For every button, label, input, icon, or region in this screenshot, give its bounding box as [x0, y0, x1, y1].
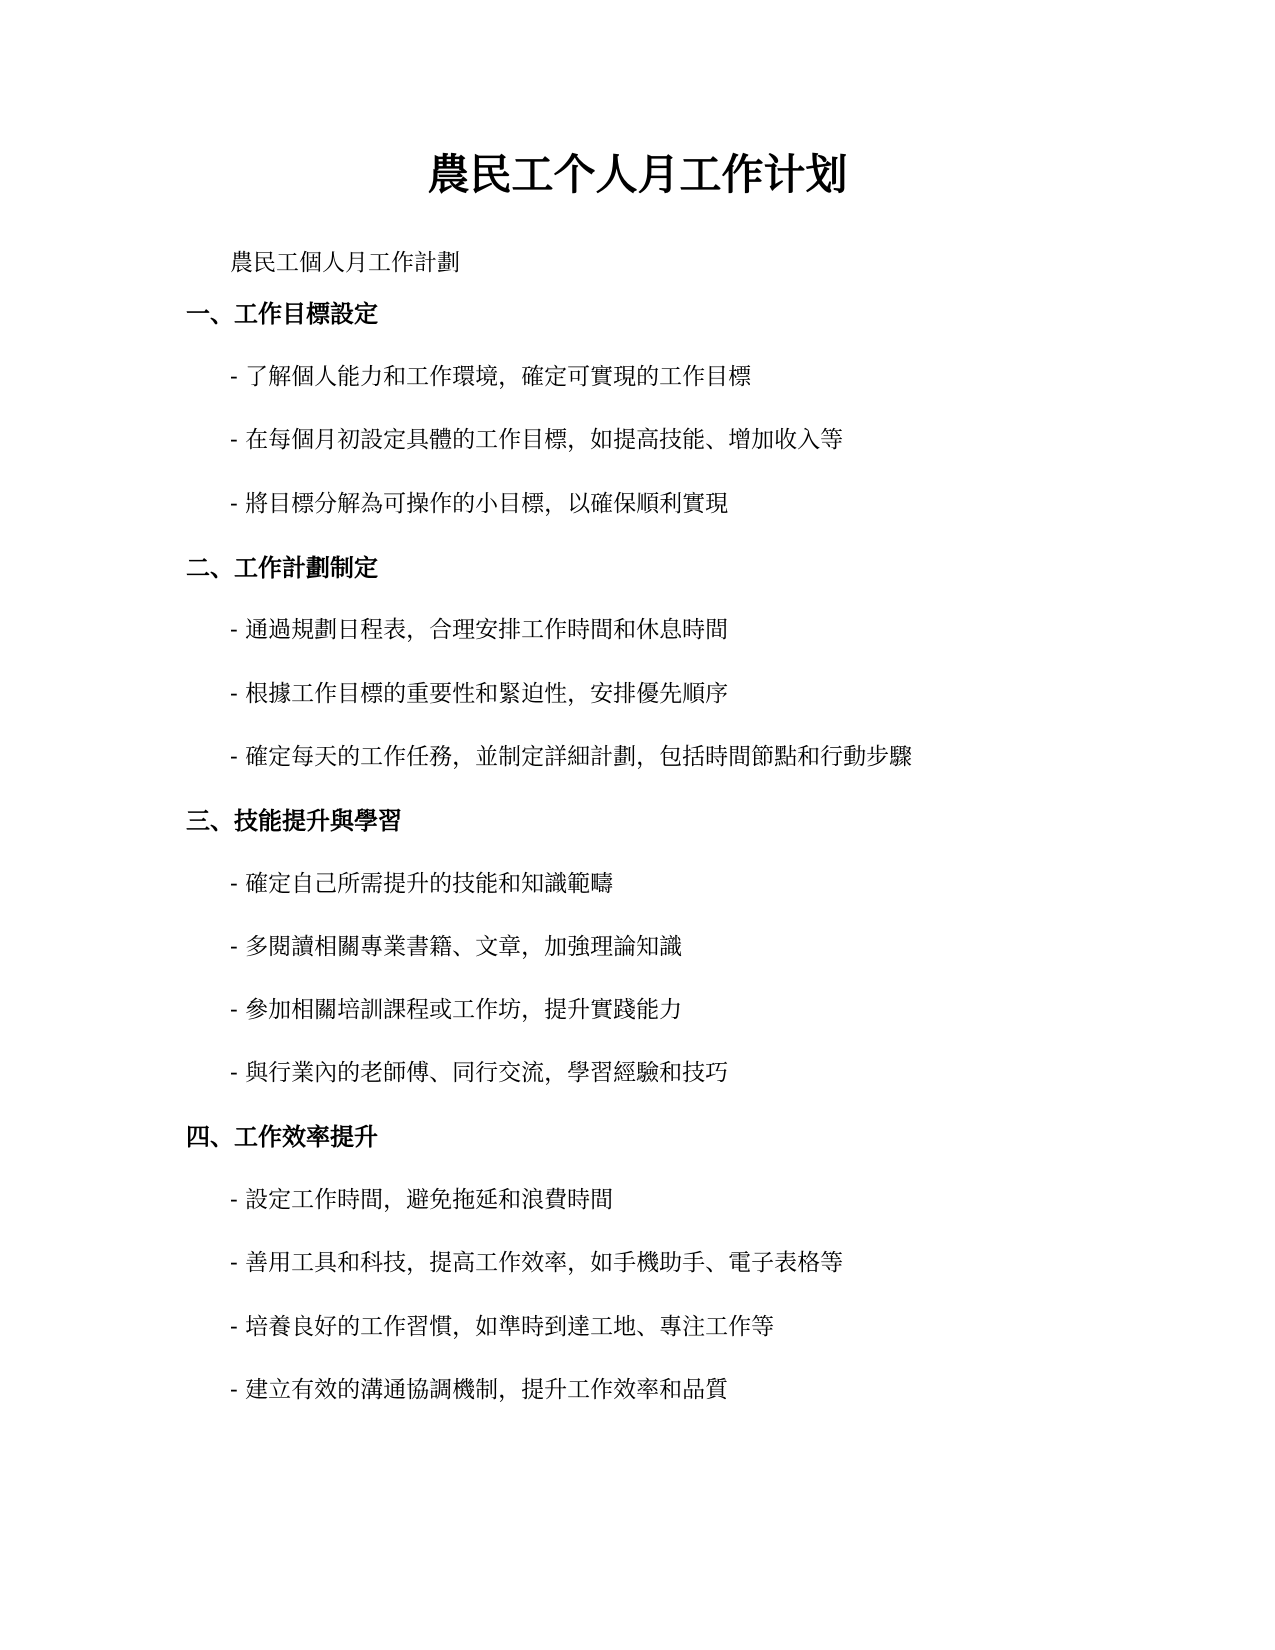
list-item: - 確定自己所需提升的技能和知識範疇 — [230, 871, 614, 897]
list-item: - 參加相關培訓課程或工作坊，提升實踐能力 — [230, 997, 683, 1023]
section-heading-planning: 二、工作計劃制定 — [186, 554, 378, 582]
list-item: - 與行業內的老師傅、同行交流，學習經驗和技巧 — [230, 1060, 729, 1086]
list-item: - 多閱讀相關專業書籍、文章，加強理論知識 — [230, 934, 683, 960]
list-item: - 確定每天的工作任務，並制定詳細計劃，包括時間節點和行動步驟 — [230, 744, 913, 770]
document-subtitle: 農民工個人月工作計劃 — [230, 250, 460, 276]
list-item: - 了解個人能力和工作環境，確定可實現的工作目標 — [230, 364, 752, 390]
list-item: - 設定工作時間，避免拖延和浪費時間 — [230, 1187, 614, 1213]
section-heading-skills: 三、技能提升與學習 — [186, 807, 402, 835]
list-item: - 在每個月初設定具體的工作目標，如提高技能、增加收入等 — [230, 427, 844, 453]
list-item: - 建立有效的溝通協調機制，提升工作效率和品質 — [230, 1377, 729, 1403]
list-item: - 善用工具和科技，提高工作效率，如手機助手、電子表格等 — [230, 1250, 844, 1276]
section-heading-efficiency: 四、工作效率提升 — [186, 1123, 378, 1151]
section-heading-goals: 一、工作目標設定 — [186, 300, 378, 328]
list-item: - 通過規劃日程表，合理安排工作時間和休息時間 — [230, 617, 729, 643]
list-item: - 培養良好的工作習慣，如準時到達工地、專注工作等 — [230, 1314, 775, 1340]
page-title: 農民工个人月工作计划 — [427, 150, 848, 199]
list-item: - 根據工作目標的重要性和緊迫性，安排優先順序 — [230, 681, 729, 707]
list-item: - 將目標分解為可操作的小目標，以確保順利實現 — [230, 491, 729, 517]
